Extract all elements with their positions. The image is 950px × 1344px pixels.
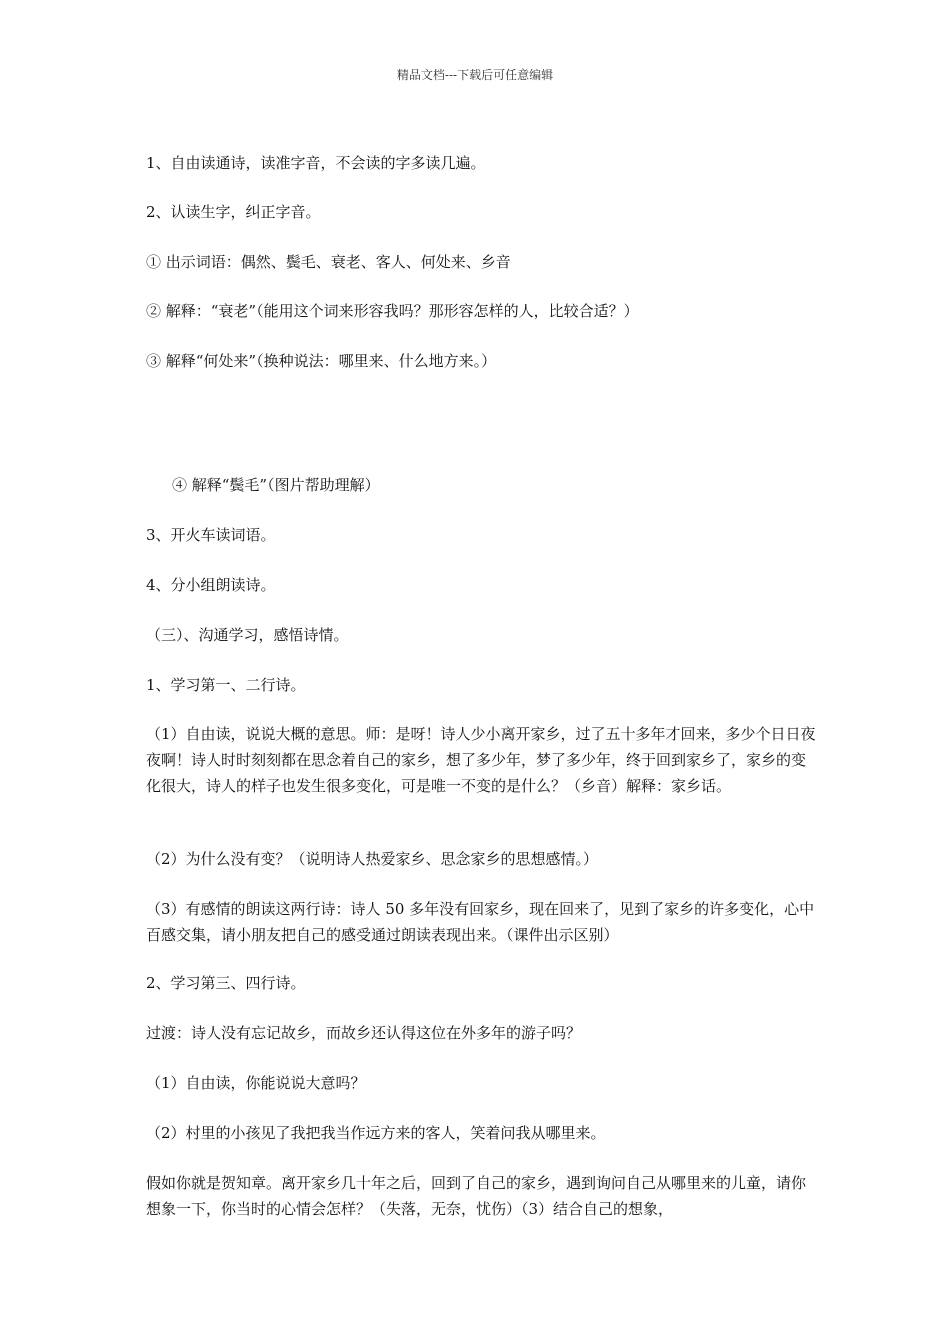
paragraph-3: ① 出示词语：偶然、鬓毛、衰老、客人、何处来、乡音 xyxy=(146,253,511,271)
paragraph-9: （三）、沟通学习，感悟诗情。 xyxy=(146,626,349,644)
paragraph-17: （2）村里的小孩见了我把我当作远方来的客人，笑着问我从哪里来。 xyxy=(146,1124,606,1142)
paragraph-13: （3）有感情的朗读这两行诗：诗人 50 多年没有回家乡，现在回来了，见到了家乡的许多变化，心中百感交集，请小朋友把自己的感受通过朗读表现出来。（课件出示区别） xyxy=(146,900,815,944)
paragraph-16: （1）自由读，你能说说大意吗？ xyxy=(146,1074,366,1092)
paragraph-6: ④ 解释“鬓毛”（图片帮助理解） xyxy=(172,476,380,494)
paragraph-7: 3、开火车读词语。 xyxy=(146,526,276,544)
paragraph-15: 过渡：诗人没有忘记故乡，而故乡还认得这位在外多年的游子吗？ xyxy=(146,1024,582,1042)
paragraph-14: 2、学习第三、四行诗。 xyxy=(146,974,306,992)
paragraph-4: ② 解释：“衰老”（能用这个词来形容我吗？那形容怎样的人，比较合适？） xyxy=(146,302,639,320)
paragraph-5: ③ 解释“何处来”（换种说法：哪里来、什么地方来。） xyxy=(146,352,497,370)
paragraph-18: 假如你就是贺知章。离开家乡几十年之后，回到了自己的家乡，遇到询问自己从哪里来的儿童，请你想象一下，你当时的心情会怎样？（失落，无奈，忧伤）（3）结合自己的想象， xyxy=(146,1174,807,1218)
paragraph-10: 1、学习第一、二行诗。 xyxy=(146,676,306,694)
paragraph-2: 2、认读生字，纠正字音。 xyxy=(146,203,321,221)
page-header: 精品文档---下载后可任意编辑 xyxy=(396,68,554,82)
paragraph-11: （1）自由读，说说大概的意思。师：是呀！诗人少小离开家乡，过了五十多年才回来，多少个日日夜夜啊！诗人时时刻刻都在思念着自己的家乡，想了多少年，梦了多少年，终于回到家乡了，家乡的变化很大，诗人的样子也发生很多变化，可是唯一不变的是什么？（乡音）解释：家乡话。 xyxy=(146,725,816,795)
paragraph-8: 4、分小组朗读诗。 xyxy=(146,576,276,594)
paragraph-12: （2）为什么没有变？（说明诗人热爱家乡、思念家乡的思想感情。） xyxy=(146,850,599,868)
paragraph-1: 1、自由读通诗，读准字音，不会读的字多读几遍。 xyxy=(146,154,486,172)
